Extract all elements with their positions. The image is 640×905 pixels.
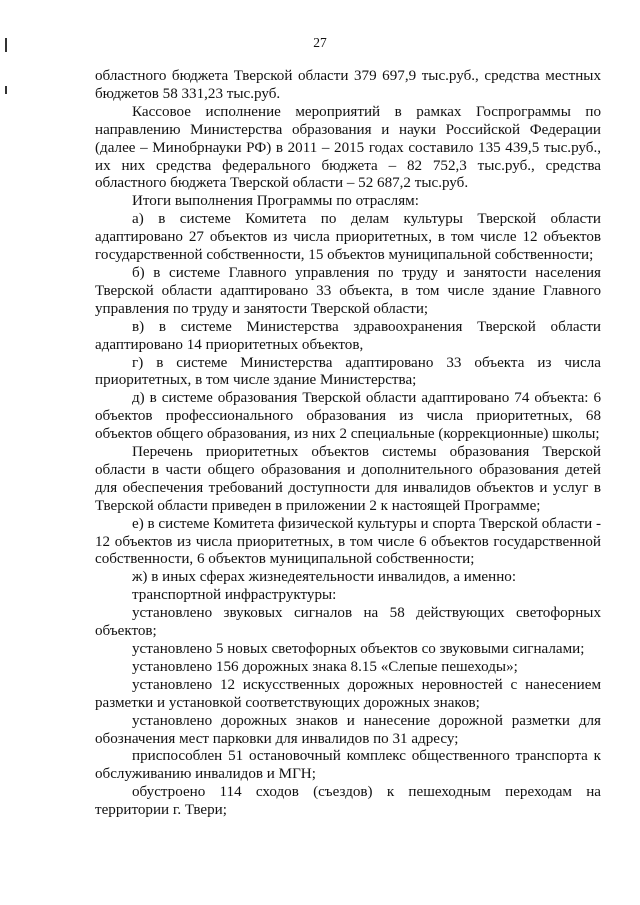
paragraph: г) в системе Министерства адаптировано 33 объекта из числа приоритетных, в том числе здание Министерства; [95,354,601,389]
paragraph: е) в системе Комитета физической культуры и спорта Тверской области - 12 объектов из числа приоритетных, в том числе 6 объектов государственной собственности, 6 объектов муниципальной собственности; [95,515,601,568]
paragraph: в) в системе Министерства здравоохранения Тверской области адаптировано 14 приоритетных объектов, [95,318,601,353]
paragraph: установлено дорожных знаков и нанесение дорожной разметки для обозначения мест парковки для инвалидов по 31 адресу; [95,712,601,747]
paragraph: приспособлен 51 остановочный комплекс общественного транспорта к обслуживанию инвалидов и МГН; [95,748,601,783]
paragraph: установлено звуковых сигналов на 58 действующих светофорных объектов; [95,605,601,640]
paragraph: Перечень приоритетных объектов системы образования Тверской области в части общего образования и дополнительного образования детей для обеспечения требований доступности для инвалидов объектов и услуг в Тверской области приведен в приложении 2 к настоящей Программе; [95,444,601,514]
page-number: 27 [313,35,327,50]
paragraph: б) в системе Главного управления по труду и занятости населения Тверской области адаптировано 33 объекта, в том числе здание Главного управления по труду и занятости Тверской области; [95,264,601,317]
paragraph: областного бюджета Тверской области 379 697,9 тыс.руб., средства местных бюджетов 58 331,23 тыс.руб. [95,68,601,102]
paragraph: установлено 5 новых светофорных объектов со звуковыми сигналами; [132,641,585,657]
paragraph: транспортной инфраструктуры: [132,587,337,604]
paragraph: д) в системе образования Тверской области адаптировано 74 объекта: 6 объектов профессионального образования из числа приоритетных, 68 объектов общего образования, из них 2 специальные (коррекционные) школы; [95,390,601,443]
paragraph: а) в системе Комитета по делам культуры Тверской области адаптировано 27 объектов из числа приоритетных, в том числе 12 объектов государственной собственности, 15 объектов муниципальной собственности; [95,211,601,264]
paragraph: Кассовое исполнение мероприятий в рамках Госпрограммы по направлению Министерства образования и науки Российской Федерации (далее – Минобрнауки РФ) в 2011 – 2015 годах составило 135 439,5 тыс.руб., их них средства федерального бюджета – 82 752,3 тыс.руб., средства областного бюджета Тверской области – 52 687,2 тыс.руб. [95,103,601,192]
document-body [95,68,601,820]
paragraph: установлено 156 дорожных знака 8.15 «Слепые пешеходы»; [132,658,518,675]
paragraph: обустроено 114 сходов (съездов) к пешеходным переходам на территории г. Твери; [95,784,601,819]
scan-artifact-mark [5,86,7,94]
paragraph: Итоги выполнения Программы по отраслям: [132,193,419,210]
paragraph: установлено 12 искусственных дорожных неровностей с нанесением разметки и установкой соответствующих дорожных знаков; [95,676,601,711]
paragraph: ж) в иных сферах жизнедеятельности инвалидов, а именно: [132,569,517,586]
